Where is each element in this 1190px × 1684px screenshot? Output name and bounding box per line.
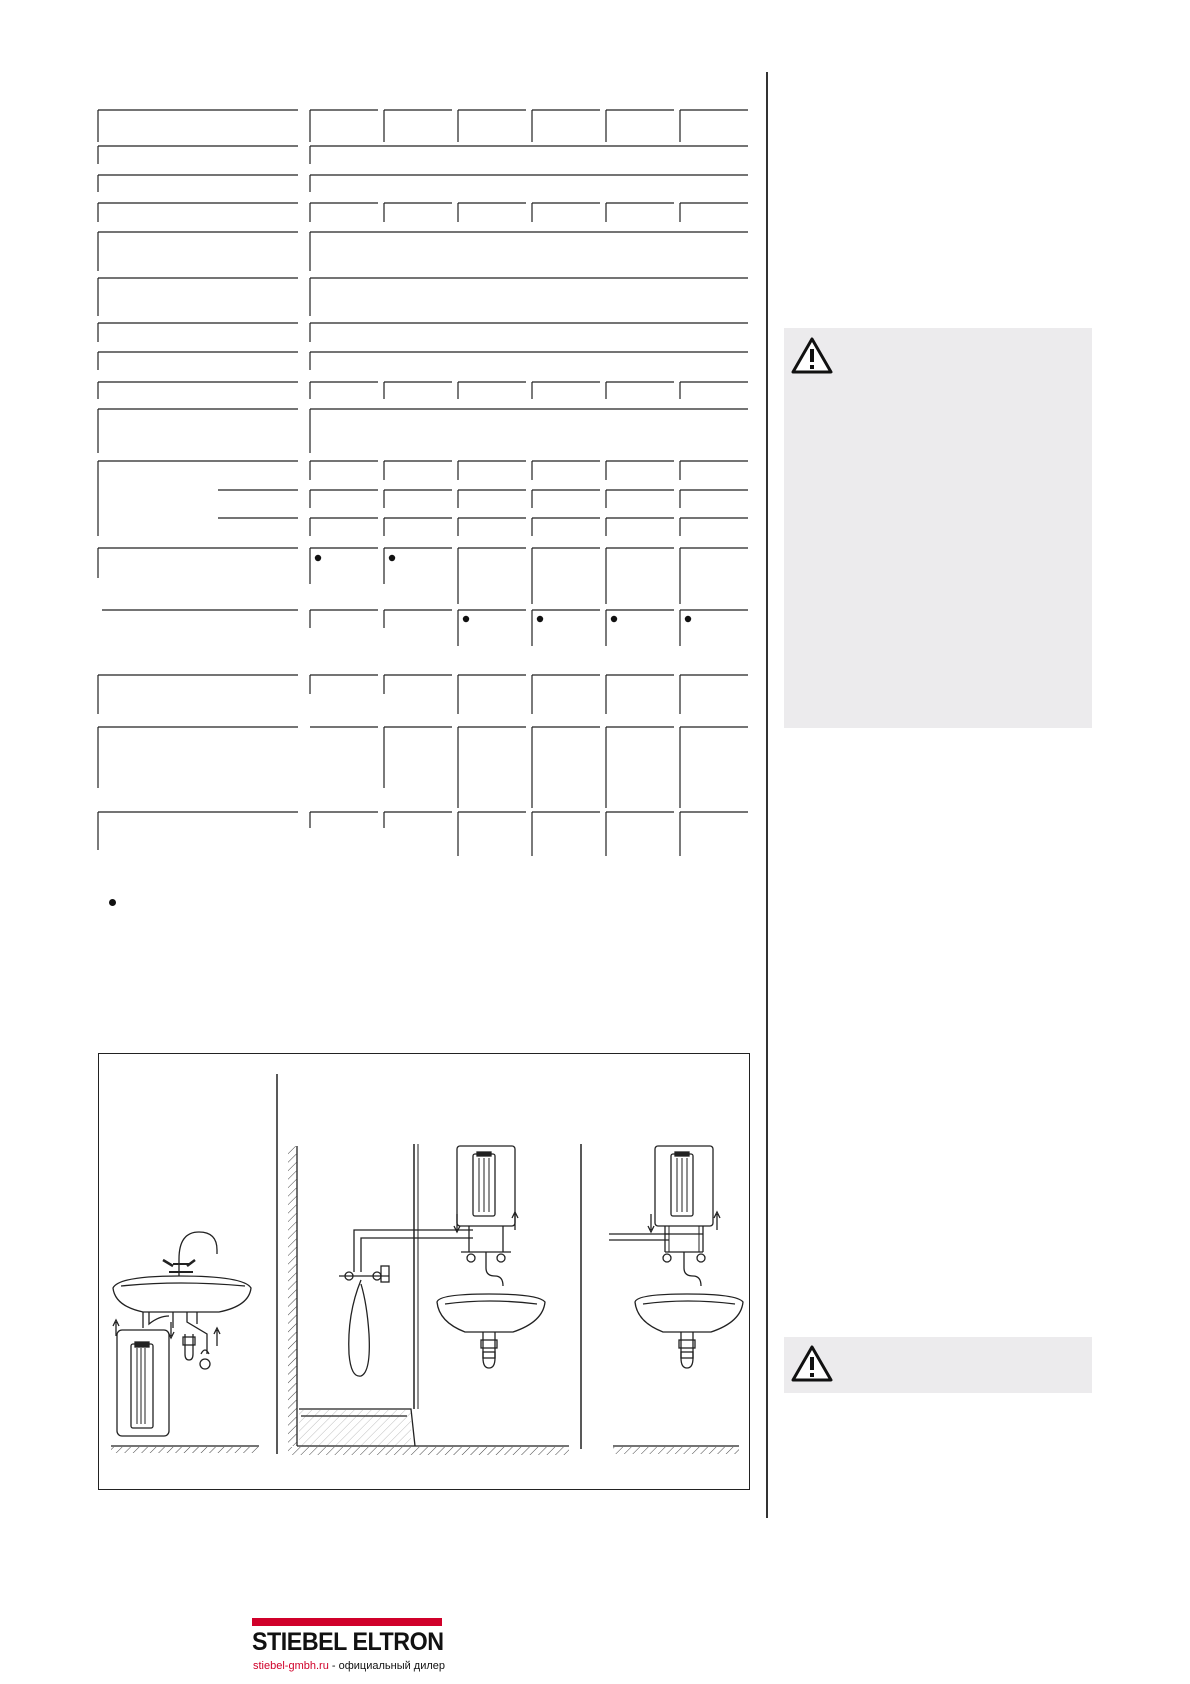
marker-dot bbox=[389, 555, 395, 561]
table-row bbox=[98, 352, 748, 370]
column-divider bbox=[766, 72, 768, 1518]
table-row bbox=[98, 727, 748, 808]
dealer-domain: stiebel-gmbh.ru bbox=[253, 1660, 329, 1672]
marker-dot bbox=[611, 616, 617, 622]
table-row bbox=[98, 203, 748, 222]
warning-triangle-icon bbox=[790, 336, 834, 376]
logo-dealer-line bbox=[253, 1660, 445, 1672]
table-row bbox=[98, 323, 748, 342]
marker-dot bbox=[315, 555, 321, 561]
table-row bbox=[102, 610, 748, 646]
spec-table-grid bbox=[98, 108, 748, 858]
table-row bbox=[98, 461, 748, 536]
brand-logo bbox=[252, 1618, 446, 1676]
table-row bbox=[98, 409, 748, 453]
table-markers bbox=[315, 555, 691, 622]
table-row bbox=[98, 110, 748, 142]
open-outlet-installation-icon bbox=[609, 1146, 743, 1454]
dealer-note: - официальный дилер bbox=[328, 1660, 446, 1672]
oversink-water-heater-icon bbox=[437, 1146, 545, 1368]
table-row bbox=[98, 675, 748, 714]
marker-dot bbox=[463, 616, 469, 622]
logo-wordmark: STIEBEL ELTRON bbox=[252, 1628, 444, 1656]
marker-dot bbox=[685, 616, 691, 622]
table-row bbox=[98, 812, 748, 856]
undersink-water-heater-icon bbox=[111, 1232, 259, 1453]
warning-triangle-icon bbox=[790, 1344, 834, 1384]
table-row bbox=[98, 548, 748, 604]
spec-table bbox=[98, 108, 748, 858]
table-row bbox=[98, 175, 748, 192]
installation-figure bbox=[98, 1053, 750, 1490]
warning-panel-secondary bbox=[784, 1337, 1092, 1393]
logo-red-bar bbox=[252, 1618, 442, 1626]
table-row bbox=[98, 382, 748, 399]
footnote-bullet bbox=[109, 899, 116, 906]
warning-panel-main bbox=[784, 328, 1092, 728]
installation-drawing bbox=[99, 1054, 751, 1491]
table-row bbox=[98, 278, 748, 316]
marker-dot bbox=[537, 616, 543, 622]
table-row bbox=[98, 232, 748, 271]
table-row bbox=[98, 146, 748, 164]
